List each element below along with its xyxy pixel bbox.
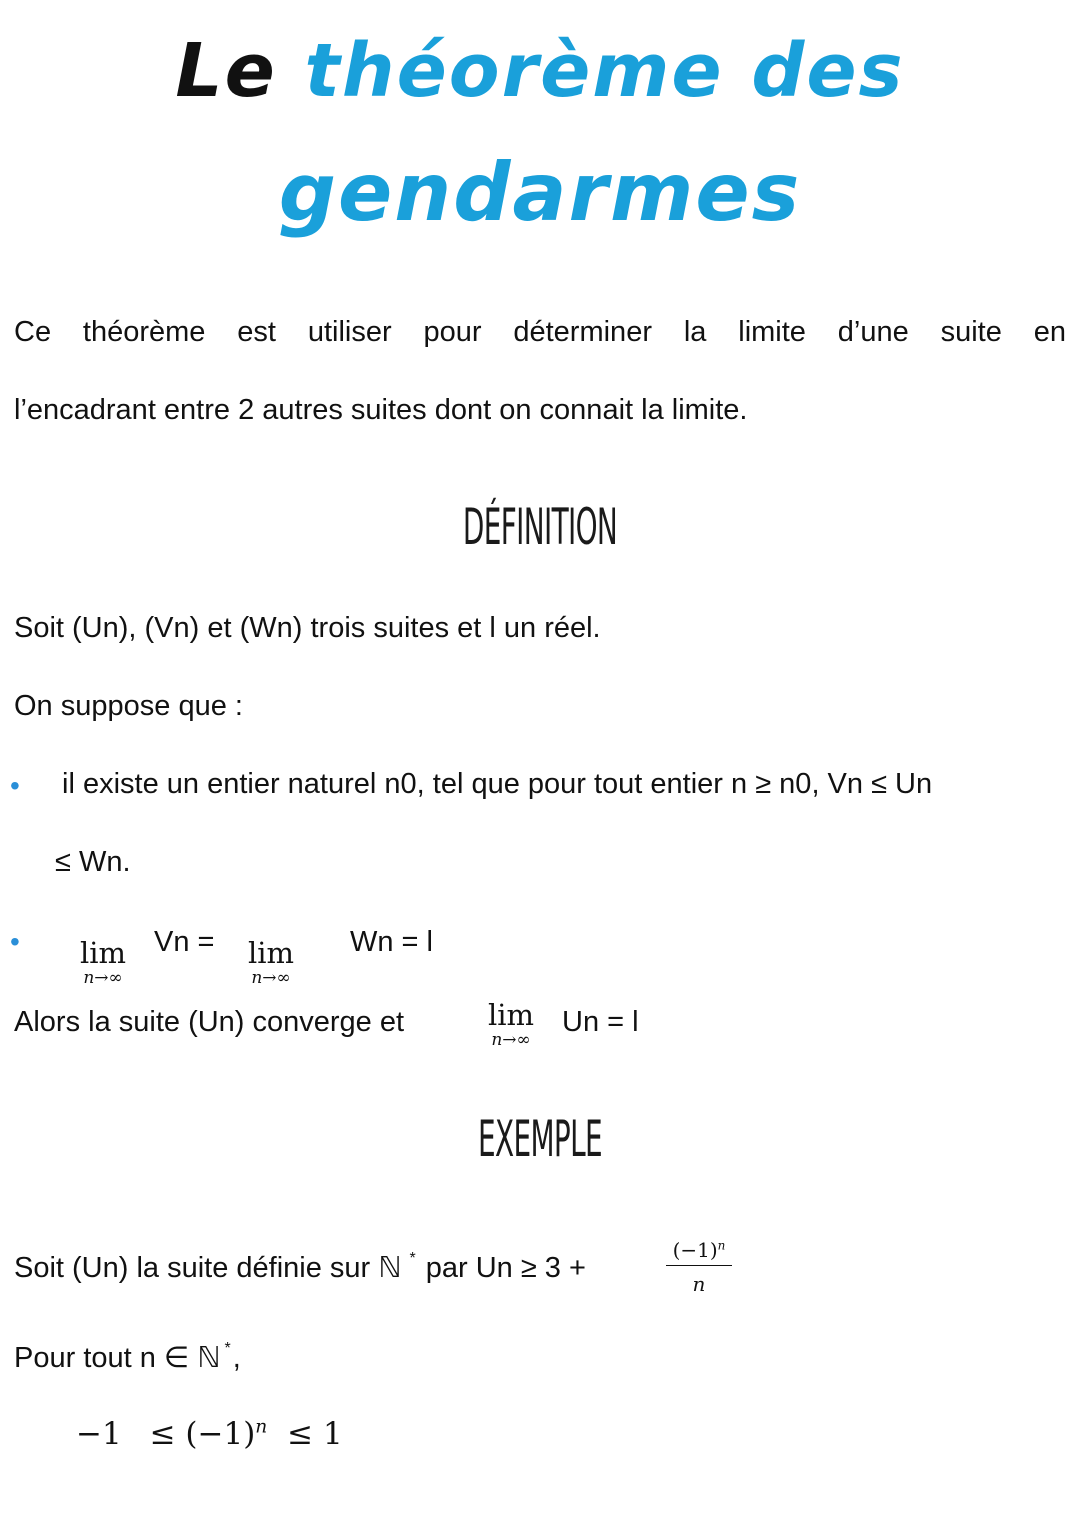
ineq-mid bbox=[185, 1416, 267, 1452]
example-star-1: * bbox=[409, 1250, 416, 1267]
ineq-right: 1 bbox=[322, 1416, 343, 1452]
intro-word: est bbox=[237, 316, 276, 348]
intro-word: limite bbox=[738, 316, 806, 348]
intro-word: Ce bbox=[14, 316, 52, 348]
conclusion-end: Un = l bbox=[562, 1006, 639, 1038]
example-inequality bbox=[76, 1416, 476, 1452]
bullet-1: • bbox=[10, 770, 20, 801]
intro-word: théorème bbox=[82, 316, 206, 348]
bullet-1-line-1: il existe un entier naturel n0, tel que pour tout entier n ≥ n0, Vn ≤ Un bbox=[62, 768, 933, 800]
intro-line-2: l’encadrant entre 2 autres suites dont on connait la limite. bbox=[14, 394, 748, 426]
example-heading: EXEMPLE bbox=[477, 1110, 603, 1168]
definition-suppose: On suppose que : bbox=[14, 690, 243, 722]
fraction-denominator: n bbox=[692, 1272, 706, 1296]
intro-word: la bbox=[683, 316, 707, 348]
ineq-left: −1 bbox=[76, 1416, 122, 1452]
title-line-2: gendarmes bbox=[278, 146, 802, 239]
lim-vn-sub: n→∞ bbox=[83, 968, 123, 988]
bullet-1-line-2: ≤ Wn. bbox=[55, 846, 131, 878]
pour-tout-end: , bbox=[232, 1342, 241, 1374]
intro-word: pour bbox=[423, 316, 482, 348]
title-word-des: des bbox=[751, 28, 905, 114]
title-word-le: Le bbox=[175, 28, 277, 114]
lim-wn-sub: n→∞ bbox=[251, 968, 291, 988]
example-star-2: * bbox=[224, 1340, 231, 1357]
conclusion-start: Alors la suite (Un) converge et bbox=[14, 1006, 405, 1038]
title-line-1 bbox=[0, 28, 1080, 114]
fraction-numerator-base: (−1) bbox=[672, 1238, 718, 1262]
page-title bbox=[0, 0, 1080, 260]
intro-word: en bbox=[1033, 316, 1066, 348]
definition-soit: Soit (Un), (Vn) et (Wn) trois suites et l un réel. bbox=[14, 612, 601, 644]
intro-word: déterminer bbox=[513, 316, 652, 348]
bullet-2-vn: Vn = bbox=[154, 926, 215, 958]
intro-word: d’une bbox=[837, 316, 909, 348]
fraction-numerator-exp: n bbox=[717, 1238, 726, 1253]
bullet-2: • bbox=[10, 926, 20, 957]
lim-wn-word: lim bbox=[247, 936, 295, 970]
lim-vn-word: lim bbox=[79, 936, 127, 970]
definition-heading: DÉFINITION bbox=[462, 498, 618, 556]
intro-line-1 bbox=[14, 316, 1066, 349]
ineq-mid-base: (−1) bbox=[185, 1416, 256, 1452]
example-soit-mid: par Un ≥ 3 + bbox=[425, 1252, 586, 1284]
ineq-le-2: ≤ bbox=[287, 1416, 314, 1452]
lim-vn bbox=[70, 938, 136, 988]
example-fraction bbox=[666, 1238, 732, 1296]
example-soit bbox=[14, 1250, 714, 1285]
title-word-theoreme: théorème bbox=[304, 28, 724, 114]
pour-tout-start: Pour tout n ∈ ℕ bbox=[14, 1342, 221, 1374]
lim-un-word: lim bbox=[487, 998, 535, 1032]
fraction-numerator bbox=[666, 1238, 732, 1266]
intro-word: suite bbox=[940, 316, 1002, 348]
ineq-le-1: ≤ bbox=[149, 1416, 176, 1452]
bullet-2-wn: Wn = l bbox=[350, 926, 433, 958]
lim-wn bbox=[238, 938, 304, 988]
example-soit-start: Soit (Un) la suite définie sur ℕ bbox=[14, 1252, 402, 1284]
lim-un bbox=[478, 1000, 544, 1050]
lim-un-sub: n→∞ bbox=[491, 1030, 531, 1050]
example-pour-tout bbox=[14, 1340, 414, 1375]
ineq-mid-exp: n bbox=[255, 1416, 268, 1438]
intro-word: utiliser bbox=[307, 316, 392, 348]
